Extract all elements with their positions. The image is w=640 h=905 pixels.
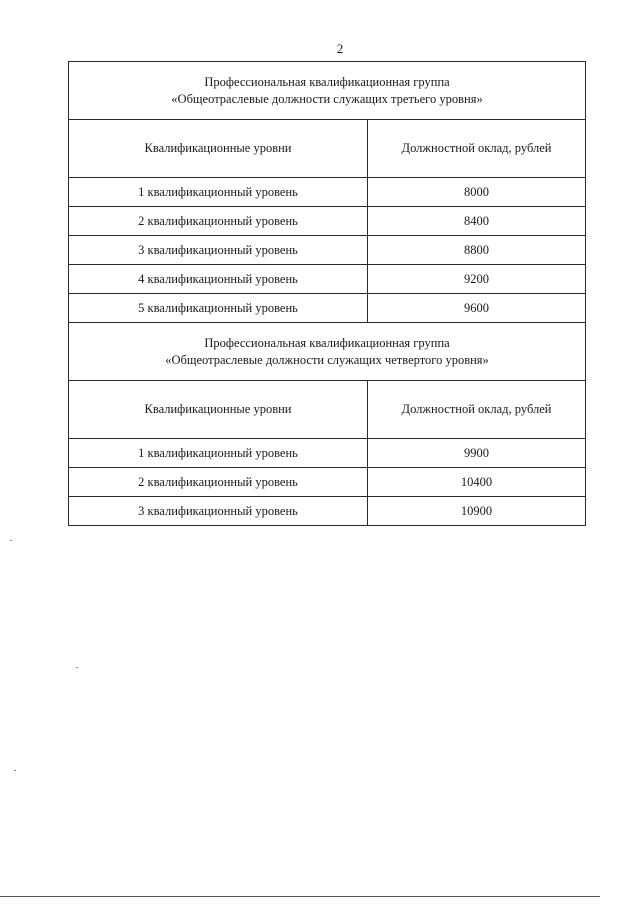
- page-bottom-rule: [0, 896, 600, 897]
- group-header-fourth-level: [69, 323, 586, 381]
- level-cell: 1 квалификационный уровень: [69, 439, 368, 468]
- page-number: 2: [336, 41, 344, 56]
- table-row: [69, 468, 586, 497]
- salary-cell: 10900: [368, 497, 586, 526]
- table-row: [69, 294, 586, 323]
- level-cell: 2 квалификационный уровень: [69, 468, 368, 497]
- table-row: [69, 236, 586, 265]
- column-header-level: Квалификационные уровни: [69, 120, 368, 178]
- table-row: [69, 178, 586, 207]
- group-title-line1: Профессиональная квалификационная группа: [204, 335, 450, 350]
- column-header-row: [69, 381, 586, 439]
- group-header-third-level: [69, 62, 586, 120]
- salary-cell: 8000: [368, 178, 586, 207]
- salary-cell: 9600: [368, 294, 586, 323]
- column-header-level: Квалификационные уровни: [69, 381, 368, 439]
- scan-speck: [10, 540, 12, 541]
- table-row: [69, 265, 586, 294]
- salary-cell: 8400: [368, 207, 586, 236]
- table-row: [69, 497, 586, 526]
- salary-cell: 10400: [368, 468, 586, 497]
- level-cell: 5 квалификационный уровень: [69, 294, 368, 323]
- level-cell: 3 квалификационный уровень: [69, 236, 368, 265]
- group-title: [69, 62, 586, 120]
- table-row: [69, 207, 586, 236]
- salary-table: [68, 61, 586, 526]
- group-title: [69, 323, 586, 381]
- table-row: [69, 439, 586, 468]
- scan-speck: [14, 770, 16, 771]
- group-title-line2: «Общеотраслевые должности служащих третьего уровня»: [171, 91, 483, 106]
- salary-cell: 9200: [368, 265, 586, 294]
- group-title-line2: «Общеотраслевые должности служащих четвертого уровня»: [165, 352, 489, 367]
- column-header-row: [69, 120, 586, 178]
- level-cell: 2 квалификационный уровень: [69, 207, 368, 236]
- scan-speck: [76, 667, 78, 668]
- group-title-line1: Профессиональная квалификационная группа: [204, 74, 450, 89]
- salary-cell: 9900: [368, 439, 586, 468]
- level-cell: 3 квалификационный уровень: [69, 497, 368, 526]
- column-header-salary: Должностной оклад, рублей: [368, 381, 586, 439]
- salary-cell: 8800: [368, 236, 586, 265]
- column-header-salary: Должностной оклад, рублей: [368, 120, 586, 178]
- level-cell: 1 квалификационный уровень: [69, 178, 368, 207]
- level-cell: 4 квалификационный уровень: [69, 265, 368, 294]
